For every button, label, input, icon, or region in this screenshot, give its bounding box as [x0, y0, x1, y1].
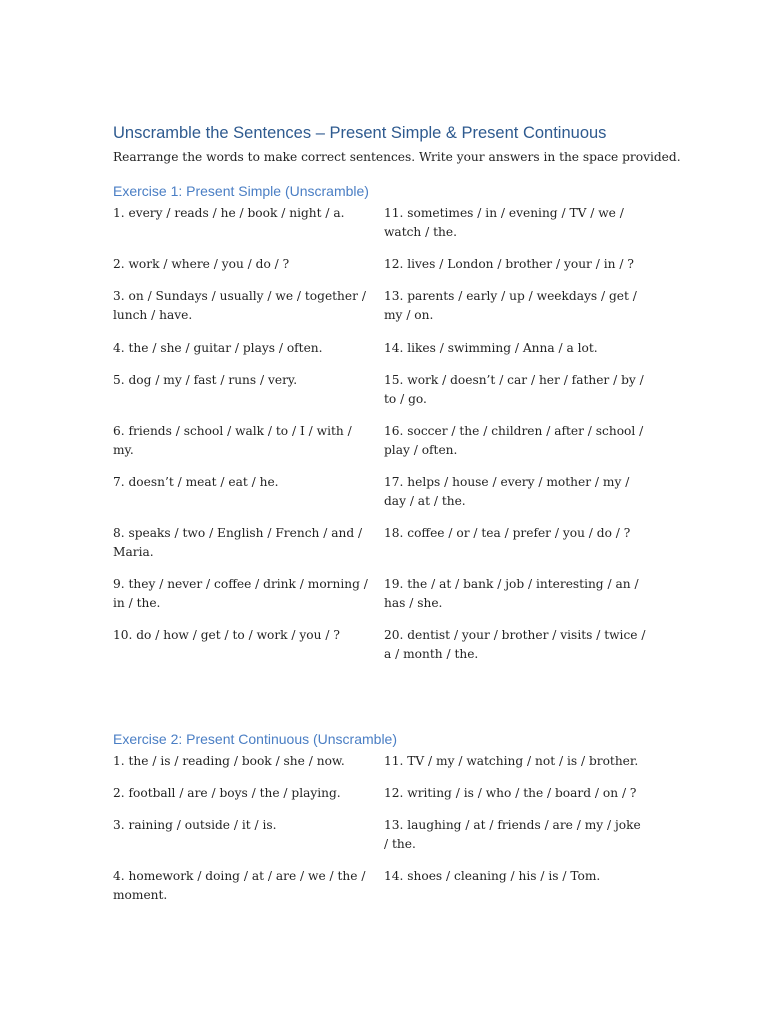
exercise1-heading: Exercise 1: Present Simple (Unscramble) — [113, 183, 369, 199]
exercise1-item: 8. speaks / two / English / French / and / Maria. — [113, 526, 363, 559]
exercise1-item: 12. lives / London / brother / your / in / ? — [384, 257, 634, 271]
exercise1-item: 16. soccer / the / children / after / school / play / often. — [384, 424, 644, 457]
exercise1-item: 3. on / Sundays / usually / we / together / lunch / have. — [113, 289, 366, 322]
exercise2-heading: Exercise 2: Present Continuous (Unscramble) — [113, 731, 398, 747]
exercise1-item: 17. helps / house / every / mother / my / day / at / the. — [384, 475, 630, 508]
exercise1-item: 7. doesn’t / meat / eat / he. — [113, 475, 279, 489]
exercise1-item: 19. the / at / bank / job / interesting / an / has / she. — [384, 577, 639, 610]
exercise1-item: 4. the / she / guitar / plays / often. — [113, 341, 323, 355]
exercise1-item: 11. sometimes / in / evening / TV / we / watch / the. — [384, 206, 624, 239]
exercise2-item: 4. homework / doing / at / are / we / the / moment. — [113, 869, 366, 902]
exercise2-item: 11. TV / my / watching / not / is / brother. — [384, 754, 639, 768]
exercise1-item: 18. coffee / or / tea / prefer / you / do / ? — [384, 526, 631, 540]
exercise2-item: 12. writing / is / who / the / board / on / ? — [384, 786, 637, 800]
exercise2-item: 14. shoes / cleaning / his / is / Tom. — [384, 869, 601, 883]
page-title: Unscramble the Sentences – Present Simple & Present Continuous — [113, 124, 607, 142]
exercise1-item: 2. work / where / you / do / ? — [113, 257, 290, 271]
exercise1-item: 13. parents / early / up / weekdays / get / my / on. — [384, 289, 637, 322]
instructions: Rearrange the words to make correct sentences. Write your answers in the space provided. — [113, 150, 681, 164]
exercise2-item: 13. laughing / at / friends / are / my / joke / the. — [384, 818, 641, 851]
exercise1-item: 1. every / reads / he / book / night / a. — [113, 206, 345, 220]
exercise2-item: 3. raining / outside / it / is. — [113, 818, 277, 832]
exercise1-item: 6. friends / school / walk / to / I / with / my. — [113, 424, 352, 457]
exercise1-item: 20. dentist / your / brother / visits / twice / a / month / the. — [384, 628, 646, 661]
exercise1-item: 5. dog / my / fast / runs / very. — [113, 373, 298, 387]
exercise1-item: 15. work / doesn’t / car / her / father / by / to / go. — [384, 373, 644, 406]
exercise2-item: 1. the / is / reading / book / she / now. — [113, 754, 345, 768]
exercise1-item: 9. they / never / coffee / drink / morning / in / the. — [113, 577, 368, 610]
exercise2-item: 2. football / are / boys / the / playing. — [113, 786, 341, 800]
exercise1-item: 14. likes / swimming / Anna / a lot. — [384, 341, 598, 355]
exercise1-item: 10. do / how / get / to / work / you / ? — [113, 628, 340, 642]
